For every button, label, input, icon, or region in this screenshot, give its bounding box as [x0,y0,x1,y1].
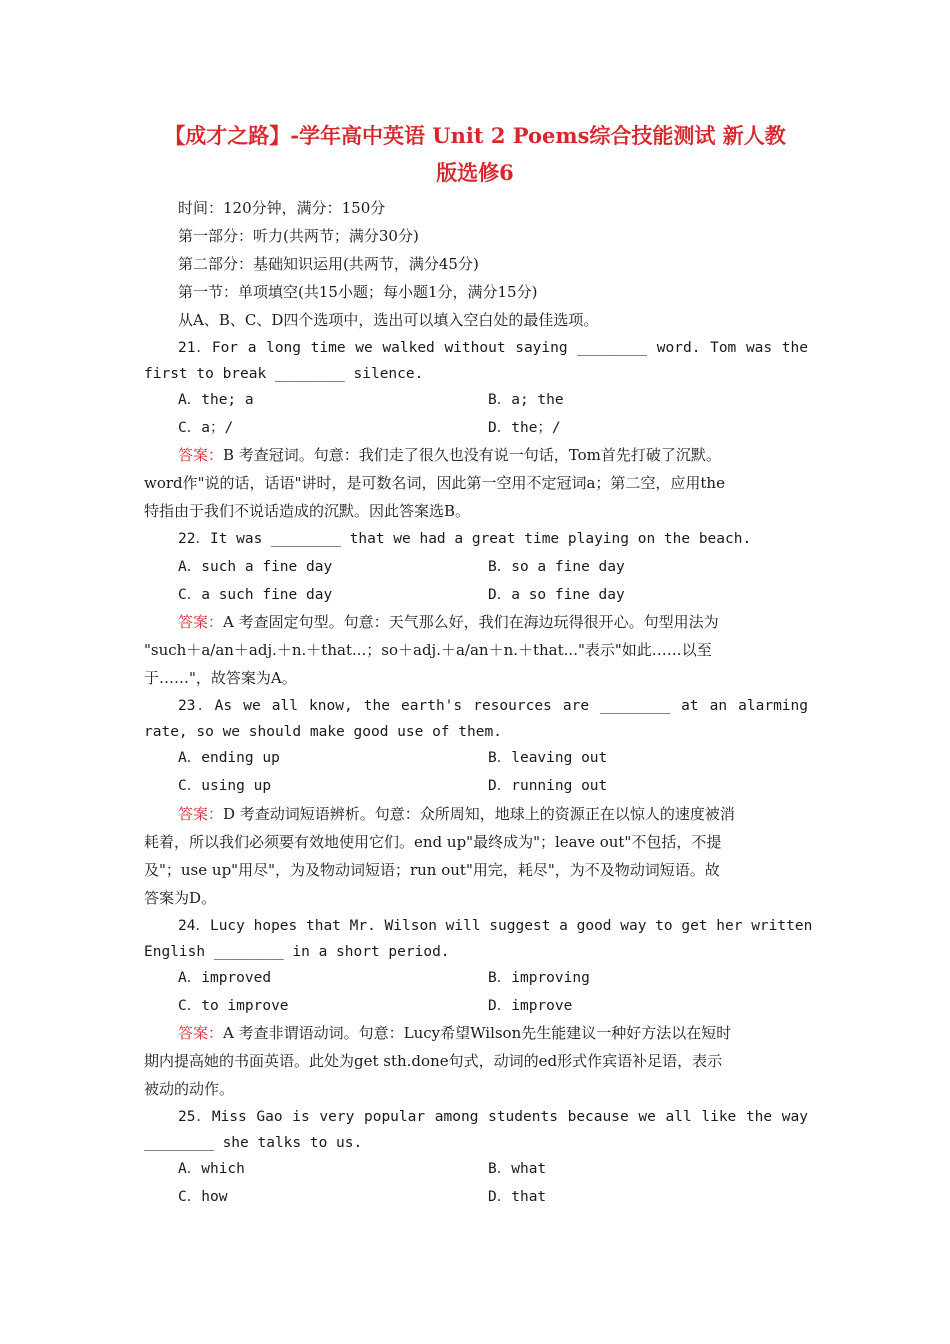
q25-option-c: C．how [178,1189,228,1205]
document-title-line2: 版选修6 [436,160,514,185]
q21-stem-line1: 21．For a long time we walked without saying ________ word. Tom was the [178,340,808,356]
q23-stem-line2: rate, so we should make good use of them. [144,724,502,740]
q22-answer-line3: 于……"，故答案为A。 [144,669,297,687]
q23-stem-line1: 23．As we all know, the earth's resources are ________ at an alarming [178,698,808,714]
q22-option-b: B．so a fine day [488,559,625,575]
q24-option-a: A．improved [178,970,272,986]
q23-answer-line4: 答案为D。 [144,889,217,907]
q22-answer-line1: 答案：A 考查固定句型。句意：天气那么好，我们在海边玩得很开心。句型用法为 [178,613,719,631]
q25-option-b: B．what [488,1161,547,1177]
section-one-heading: 第一节：单项填空(共15小题；每小题1分，满分15分) [178,283,538,301]
q23-option-b: B．leaving out [488,750,608,766]
q22-option-a: A．such a fine day [178,559,333,575]
q24-option-d: D．improve [488,998,573,1014]
answer-label: 答案： [178,805,224,823]
q25-option-a: A．which [178,1161,245,1177]
q21-option-c: C．a；/ [178,420,234,436]
q23-answer-line2: 耗着，所以我们必须要有效地使用它们。end up"最终成为"；leave out"不包括，不提 [144,833,722,851]
q24-option-b: B．improving [488,970,590,986]
part-one-heading: 第一部分：听力(共两节；满分30分) [178,227,419,245]
q24-stem-line2: English ________ in a short period. [144,944,450,960]
q23-option-c: C．using up [178,778,272,794]
answer-label: 答案： [178,1024,224,1042]
q21-answer-line1: 答案：B 考查冠词。句意：我们走了很久也没有说一句话，Tom首先打破了沉默。 [178,446,721,464]
q22-answer-line2: "such＋a/an＋adj.＋n.＋that...；so＋adj.＋a/an＋n.＋that..."表示"如此……以至 [144,641,712,659]
q21-option-a: A．the; a [178,392,254,408]
q24-answer-line3: 被动的动作。 [144,1080,235,1098]
q24-answer-line2: 期内提高她的书面英语。此处为get sth.done句式，动词的ed形式作宾语补足语，表示 [144,1052,723,1070]
document-title-line1: 【成才之路】-学年高中英语 Unit 2 Poems综合技能测试 新人教 [164,123,786,148]
q21-option-d: D．the；/ [488,420,561,436]
answer-label: 答案： [178,446,224,464]
q21-stem-line2: first to break ________ silence. [144,366,424,382]
q25-stem-line1: 25．Miss Gao is very popular among students because we all like the way [178,1109,808,1125]
q24-option-c: C．to improve [178,998,289,1014]
part-two-heading: 第二部分：基础知识运用(共两节，满分45分) [178,255,479,273]
q23-option-d: D．running out [488,778,608,794]
instruction: 从A、B、C、D四个选项中，选出可以填入空白处的最佳选项。 [178,311,599,329]
exam-time: 时间：120分钟，满分：150分 [178,199,386,217]
q22-stem-line1: 22．It was ________ that we had a great time playing on the beach. [178,531,752,547]
q22-option-c: C．a such fine day [178,587,333,603]
q24-answer-line1: 答案：A 考查非谓语动词。句意：Lucy希望Wilson先生能建议一种好方法以在短时 [178,1024,732,1042]
q21-answer-line2: word作"说的话，话语"讲时，是可数名词，因此第一空用不定冠词a；第二空，应用the [144,474,725,492]
q22-option-d: D．a so fine day [488,587,625,603]
q21-answer-line3: 特指由于我们不说话造成的沉默。因此答案选B。 [144,502,471,520]
q23-answer-line1: 答案：D 考查动词短语辨析。句意：众所周知，地球上的资源正在以惊人的速度被消 [178,805,735,823]
q25-option-d: D．that [488,1189,547,1205]
answer-label: 答案： [178,613,224,631]
q23-answer-line3: 及"；use up"用尽"，为及物动词短语；run out"用完，耗尽"，为不及物动词短语。故 [144,861,720,879]
q23-option-a: A．ending up [178,750,280,766]
q25-stem-line2: ________ she talks to us. [144,1135,363,1151]
q24-stem-line1: 24．Lucy hopes that Mr. Wilson will suggest a good way to get her written [178,918,813,934]
q21-option-b: B．a; the [488,392,564,408]
